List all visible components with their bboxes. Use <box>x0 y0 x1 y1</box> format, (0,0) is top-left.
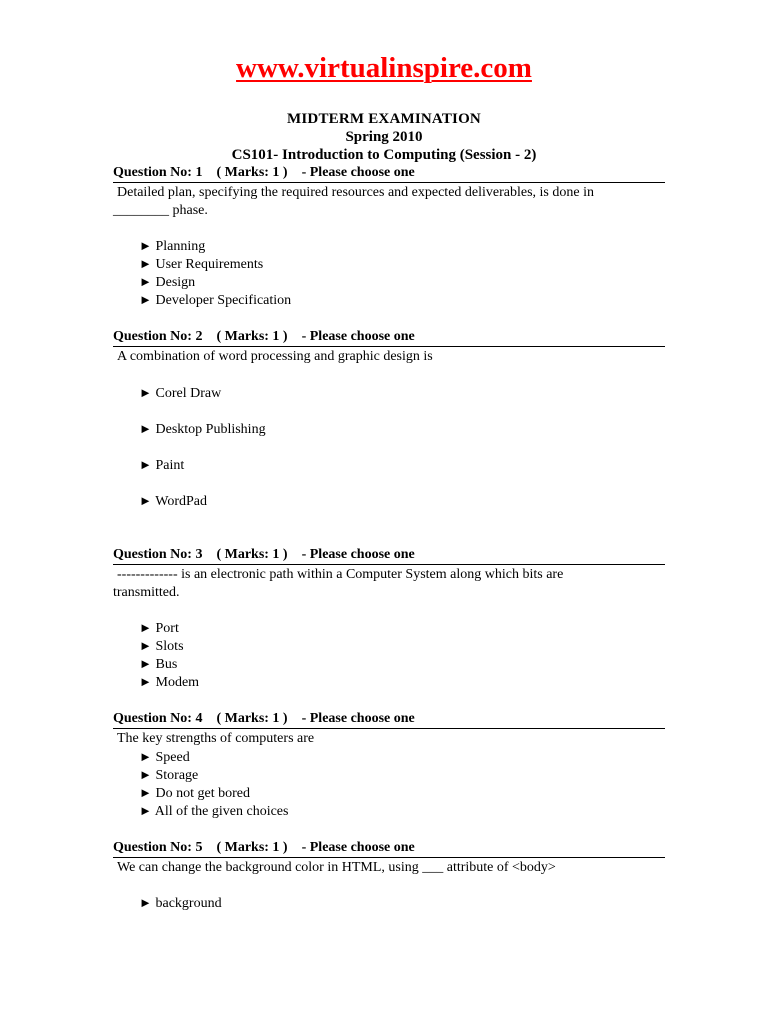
option-item[interactable] <box>113 255 665 273</box>
option-item[interactable] <box>113 456 665 474</box>
pointer-arrow-icon: ► <box>139 292 152 307</box>
question-5 <box>113 839 665 912</box>
option-item[interactable] <box>113 619 665 637</box>
option-item[interactable] <box>113 673 665 691</box>
exam-header <box>0 110 768 164</box>
options-list <box>113 237 665 309</box>
site-url-link[interactable]: www.virtualinspire.com <box>236 52 532 84</box>
pointer-arrow-icon: ► <box>139 785 152 800</box>
option-item[interactable] <box>113 784 665 802</box>
pointer-arrow-icon: ► <box>139 493 152 508</box>
option-label: Bus <box>155 657 178 672</box>
question-text <box>113 859 665 877</box>
exam-title: MIDTERM EXAMINATION <box>287 111 481 127</box>
option-label: Design <box>155 275 196 290</box>
pointer-arrow-icon: ► <box>139 385 152 400</box>
option-label: Slots <box>155 639 184 654</box>
options-list <box>113 384 665 510</box>
questions-list <box>113 164 665 912</box>
pointer-arrow-icon: ► <box>139 674 152 689</box>
options-list <box>113 894 665 912</box>
option-label: User Requirements <box>155 257 264 272</box>
pointer-arrow-icon: ► <box>139 274 152 289</box>
question-text-line: Detailed plan, specifying the required resources and expected deliverables, is done in <box>117 185 594 200</box>
option-item[interactable] <box>113 291 665 309</box>
question-2 <box>113 328 665 510</box>
option-label: Developer Specification <box>155 293 292 308</box>
pointer-arrow-icon: ► <box>139 238 152 253</box>
question-text-line: transmitted. <box>113 585 180 600</box>
pointer-arrow-icon: ► <box>139 749 152 764</box>
option-label: Planning <box>155 239 206 254</box>
question-text-line: ------------- is an electronic path within a Computer System along which bits are <box>117 567 564 582</box>
exam-term: Spring 2010 <box>345 129 423 145</box>
option-item[interactable] <box>113 748 665 766</box>
option-item[interactable] <box>113 894 665 912</box>
option-label: WordPad <box>155 494 208 509</box>
question-text-line: ________ phase. <box>113 203 208 218</box>
question-text-line: The key strengths of computers are <box>117 731 315 746</box>
pointer-arrow-icon: ► <box>139 638 152 653</box>
option-item[interactable] <box>113 273 665 291</box>
question-text-line: We can change the background color in HTML, using ___ attribute of <body> <box>117 860 556 875</box>
question-text <box>113 184 665 220</box>
option-label: Speed <box>155 750 190 765</box>
options-list <box>113 748 665 820</box>
option-label: Modem <box>155 675 200 690</box>
question-3 <box>113 546 665 691</box>
question-1 <box>113 164 665 309</box>
option-item[interactable] <box>113 237 665 255</box>
options-list <box>113 619 665 691</box>
pointer-arrow-icon: ► <box>139 767 152 782</box>
question-text <box>113 730 665 748</box>
question-header: Question No: 3 ( Marks: 1 ) - Please choose one <box>113 546 665 565</box>
option-label: Port <box>155 621 179 636</box>
option-label: Corel Draw <box>155 386 222 401</box>
option-item[interactable] <box>113 655 665 673</box>
question-header: Question No: 4 ( Marks: 1 ) - Please choose one <box>113 710 665 729</box>
pointer-arrow-icon: ► <box>139 803 152 818</box>
option-item[interactable] <box>113 384 665 402</box>
option-label: All of the given choices <box>154 804 289 819</box>
option-item[interactable] <box>113 766 665 784</box>
question-text <box>113 566 665 602</box>
option-label: Do not get bored <box>155 786 250 801</box>
pointer-arrow-icon: ► <box>139 895 152 910</box>
option-label: background <box>155 896 222 911</box>
option-item[interactable] <box>113 802 665 820</box>
pointer-arrow-icon: ► <box>139 656 152 671</box>
option-item[interactable] <box>113 420 665 438</box>
pointer-arrow-icon: ► <box>139 421 152 436</box>
question-header: Question No: 2 ( Marks: 1 ) - Please choose one <box>113 328 665 347</box>
pointer-arrow-icon: ► <box>139 620 152 635</box>
option-label: Paint <box>155 458 185 473</box>
option-item[interactable] <box>113 492 665 510</box>
option-item[interactable] <box>113 637 665 655</box>
question-header: Question No: 5 ( Marks: 1 ) - Please choose one <box>113 839 665 858</box>
option-label: Storage <box>155 768 199 783</box>
option-label: Desktop Publishing <box>155 422 266 437</box>
question-text <box>113 348 665 366</box>
pointer-arrow-icon: ► <box>139 457 152 472</box>
pointer-arrow-icon: ► <box>139 256 152 271</box>
question-4 <box>113 710 665 820</box>
course-title: CS101- Introduction to Computing (Session - 2) <box>231 147 537 163</box>
question-header: Question No: 1 ( Marks: 1 ) - Please choose one <box>113 164 665 183</box>
question-text-line: A combination of word processing and graphic design is <box>117 349 433 364</box>
